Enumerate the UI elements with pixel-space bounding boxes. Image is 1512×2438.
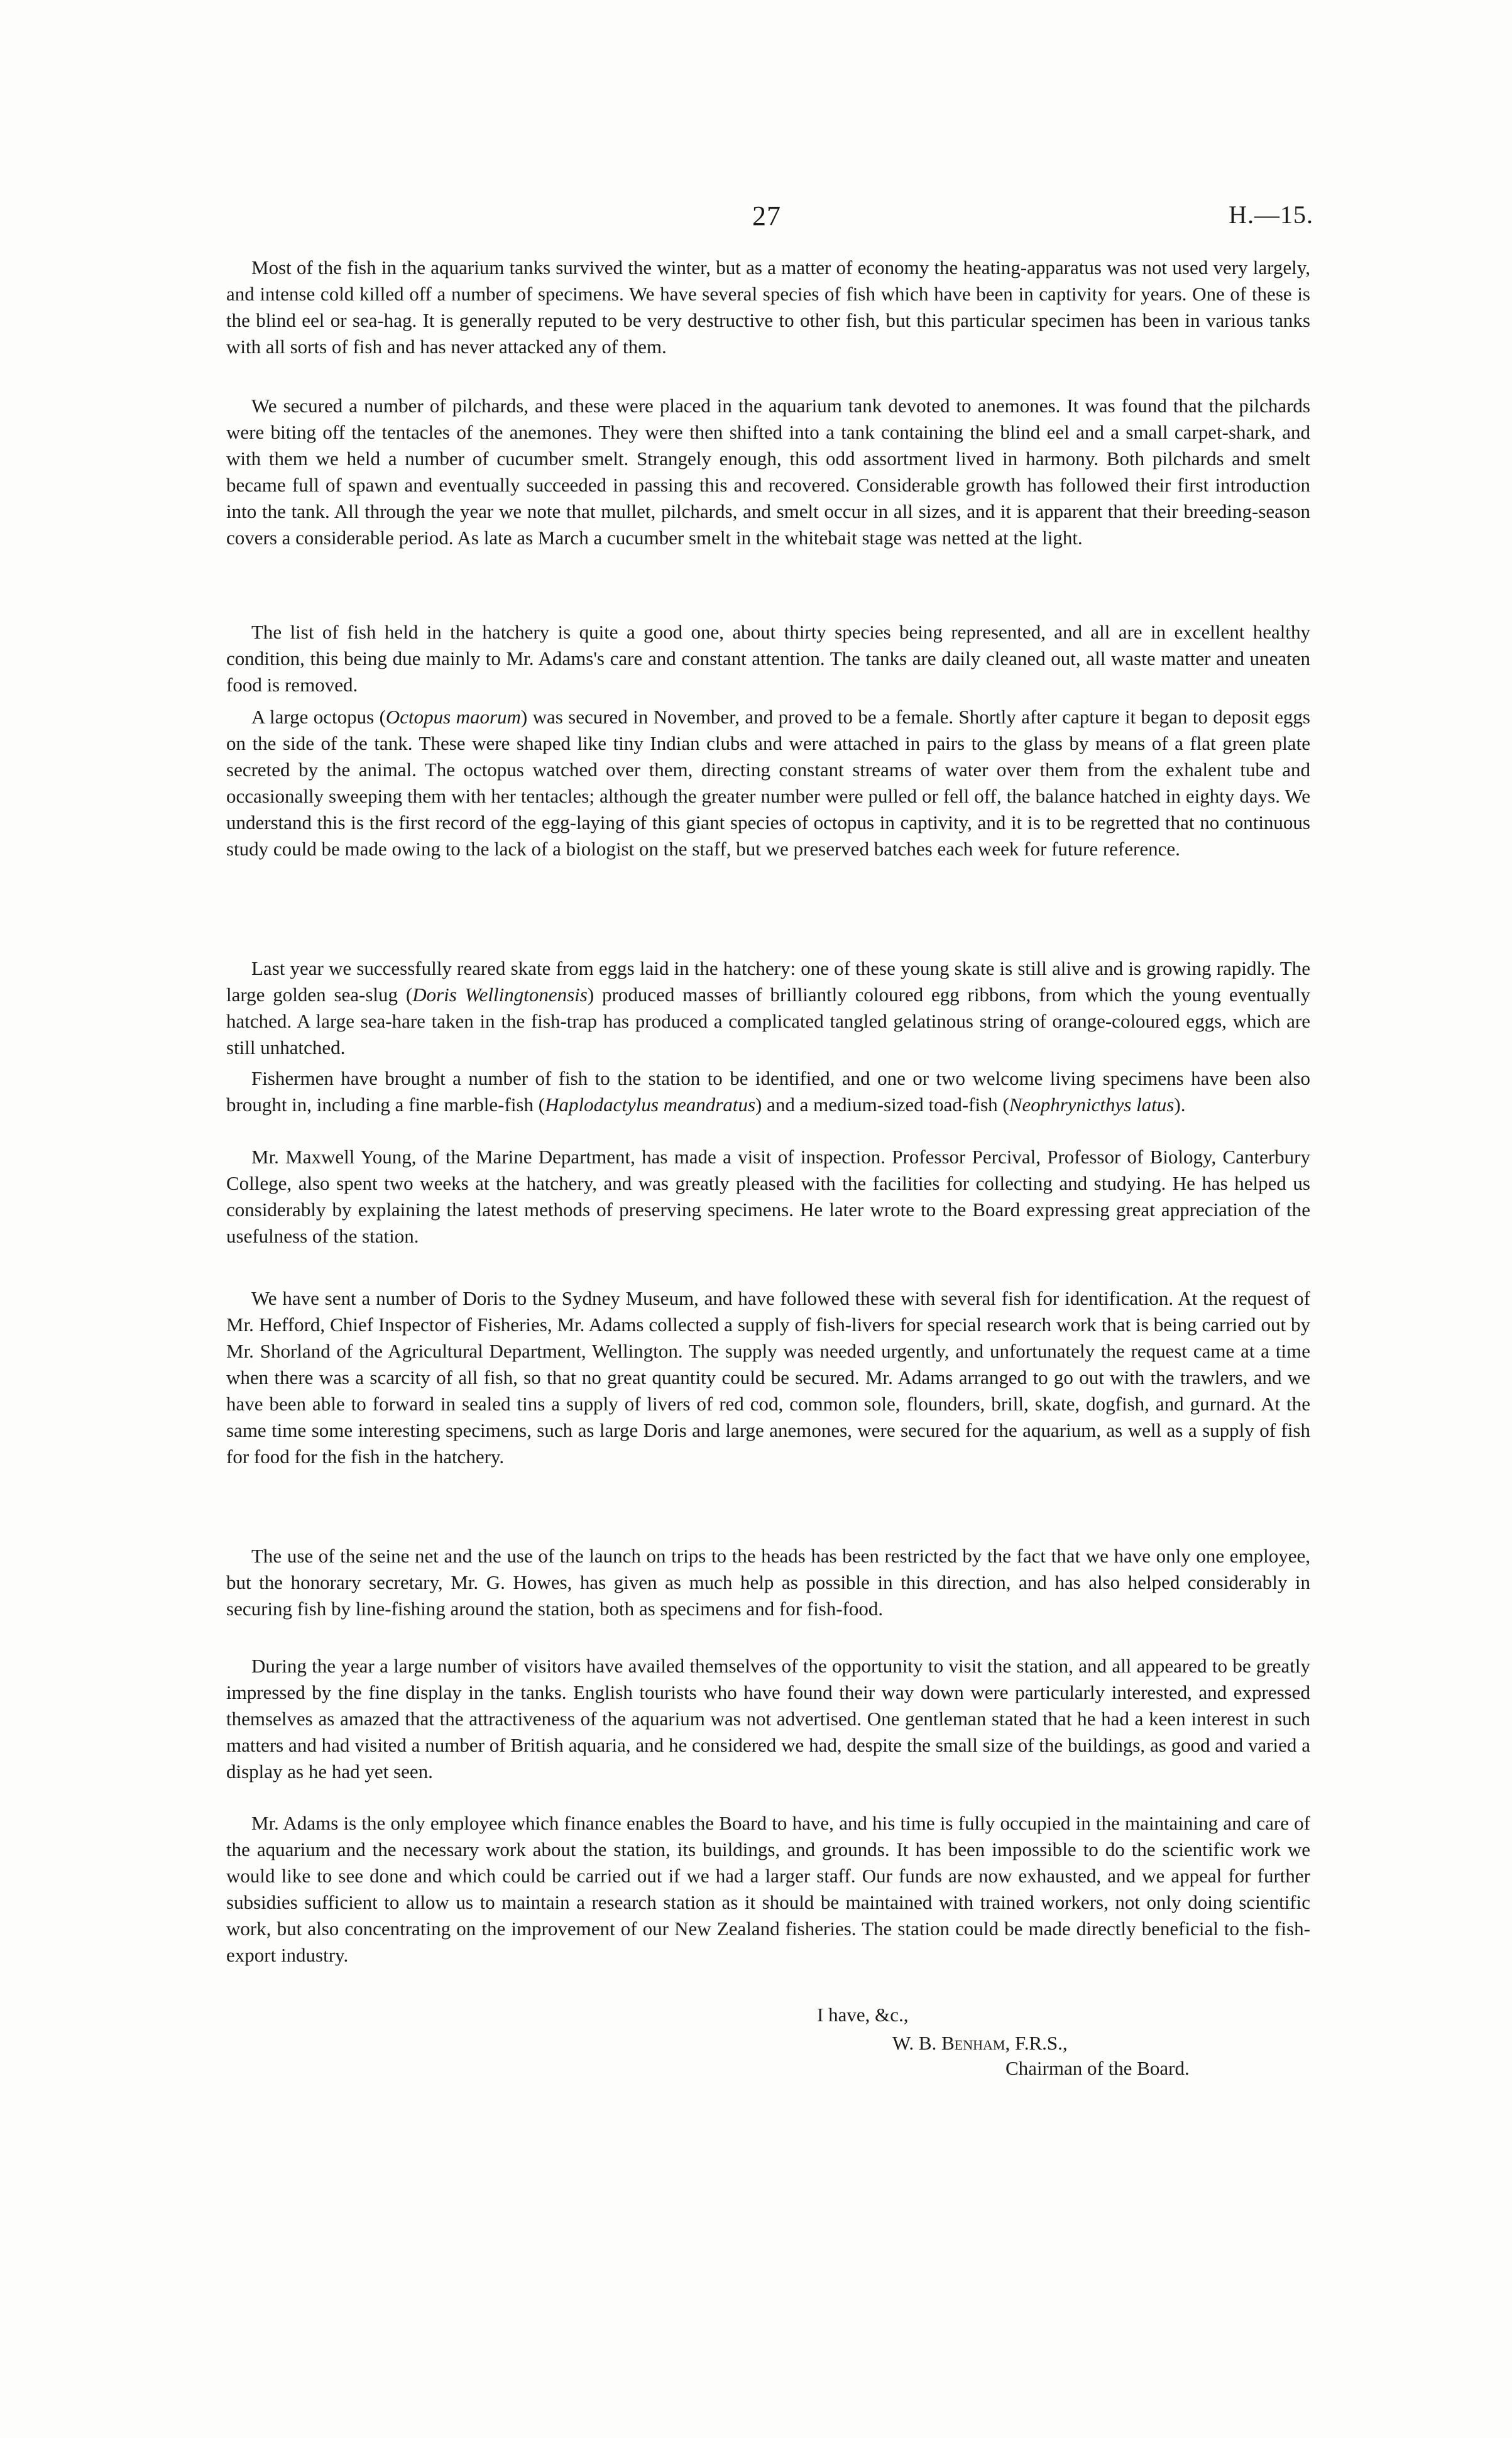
- body-paragraph-2: [226, 393, 1310, 551]
- body-paragraph-3: [226, 619, 1310, 698]
- body-paragraph-11: [226, 1810, 1310, 1969]
- italic-species-name: Haplodactylus meandratus: [545, 1094, 756, 1116]
- text-segment: The list of fish held in the hatchery is quite a good one, about thirty species being represented, and all are in excellent healthy condition, this being due mainly to Mr. Adams's care and constant attention. The tanks are daily cleaned out, all waste matter and uneaten food is removed.: [226, 621, 1310, 696]
- body-paragraph-1: [226, 255, 1310, 360]
- italic-species-name: Octopus maorum: [385, 706, 521, 728]
- text-segment: ) was secured in November, and proved to be a female. Shortly after capture it began to deposit eggs on the side of the tank. These were shaped like tiny Indian clubs and were attached in pairs to the glass by means of a flat green plate secreted by the animal. The octopus watched over them, directing constant streams of water over them from the exhalent tube and occasionally sweeping them with her tentacles; although the greater number were pulled or fell off, the balance hatched in eighty days. We understand this is the first record of the egg-laying of this giant species of octopus in captivity, and it is to be regretted that no continuous study could be made owing to the lack of a biologist on the staff, but we preserved batches each week for future reference.: [226, 706, 1310, 860]
- text-segment: The use of the seine net and the use of the launch on trips to the heads has been restricted by the fact that we have only one employee, but the honorary secretary, Mr. G. Howes, has given as much help as possible in this direction, and has also helped considerably in securing fish by line-fishing around the station, both as specimens and for fish-food.: [226, 1545, 1310, 1620]
- text-segment: ) and a medium-sized toad-fish (: [755, 1094, 1009, 1116]
- italic-species-name: Neophrynicthys latus: [1009, 1094, 1175, 1116]
- body-paragraph-6: [226, 1065, 1310, 1118]
- text-segment: ).: [1174, 1094, 1186, 1116]
- body-paragraph-4: [226, 704, 1310, 862]
- text-segment: Last year we successfully reared skate from eggs laid in the hatchery: one of these young skate is still alive and is growing rapidly. The large golden sea-slug (: [226, 957, 1310, 1006]
- text-segment: Mr. Adams is the only employee which finance enables the Board to have, and his time is fully occupied in the maintaining and care of the aquarium and the necessary work about the station, its buildings, and grounds. It has been impossible to do the scientific work we would like to see done and which could be carried out if we had a larger staff. Our funds are now exhausted, and we appeal for further subsidies sufficient to allow us to maintain a research station as it should be maintained with trained workers, not only doing scientific work, but also concentrating on the improvement of our New Zealand fisheries. The station could be made directly beneficial to the fish-export industry.: [226, 1812, 1310, 1966]
- text-segment: Fishermen have brought a number of fish to the station to be identified, and one or two welcome living specimens have been also brought in, including a fine marble-fish (: [226, 1067, 1310, 1116]
- signatory-title: Chairman of the Board.: [1005, 2057, 1190, 2079]
- text-segment: We have sent a number of Doris to the Sydney Museum, and have followed these with several fish for identification. At the request of Mr. Hefford, Chief Inspector of Fisheries, Mr. Adams collected a supply of fish-livers for special research work that is being carried out by Mr. Shorland of the Agricultural Department, Wellington. The supply was needed urgently, and unfortunately the request came at a time when there was a scarcity of all fish, so that no great quantity could be secured. Mr. Adams arranged to go out with the trawlers, and we have been able to forward in sealed tins a supply of livers of red cod, common sole, flounders, brill, skate, dogfish, and gurnard. At the same time some interesting specimens, such as large Doris and large anemones, were secured for the aquarium, as well as a supply of fish for food for the fish in the hatchery.: [226, 1287, 1310, 1468]
- signatory-name: [892, 2030, 1068, 2056]
- text-segment: We secured a number of pilchards, and these were placed in the aquarium tank devoted to anemones. It was found that the pilchards were biting off the tentacles of the anemones. They were then shifted into a tank containing the blind eel and a small carpet-shark, and with them we held a number of cucumber smelt. Strangely enough, this odd assortment lived in harmony. Both pilchards and smelt became full of spawn and eventually succeeded in passing this and recovered. Considerable growth has followed their first introduction into the tank. All through the year we note that mullet, pilchards, and smelt occur in all sizes, and it is apparent that their breeding-season covers a considerable period. As late as March a cucumber smelt in the whitebait stage was netted at the light.: [226, 395, 1310, 549]
- text-segment: Mr. Maxwell Young, of the Marine Department, has made a visit of inspection. Professor Percival, Professor of Biology, Canterbury College, also spent two weeks at the hatchery, and was greatly pleased with the facilities for collecting and studying. He has helped us considerably by explaining the latest methods of preserving specimens. He later wrote to the Board expressing great appreciation of the usefulness of the station.: [226, 1146, 1310, 1247]
- body-paragraph-7: [226, 1144, 1310, 1249]
- body-paragraph-5: [226, 955, 1310, 1061]
- italic-species-name: Doris Wellingtonensis: [412, 984, 588, 1006]
- signatory-initials: W. B.: [892, 2032, 937, 2054]
- report-reference: H.—15.: [1229, 200, 1313, 229]
- text-segment: Most of the fish in the aquarium tanks survived the winter, but as a matter of economy the heating-apparatus was not used very largely, and intense cold killed off a number of specimens. We have several species of fish which have been in captivity for years. One of these is the blind eel or sea-hag. It is generally reputed to be very destructive to other fish, but this particular specimen has been in various tanks with all sorts of fish and has never attacked any of them.: [226, 256, 1310, 358]
- closing-salutation: I have, &c.,: [817, 2004, 909, 2026]
- body-paragraph-9: [226, 1543, 1310, 1622]
- text-segment: ) produced masses of brilliantly coloured egg ribbons, from which the young eventually hatched. A large sea-hare taken in the fish-trap has produced a complicated tangled gelatinous string of orange-coloured eggs, which are still unhatched.: [226, 984, 1310, 1058]
- page-number: 27: [752, 200, 781, 231]
- text-segment: During the year a large number of visitors have availed themselves of the opportunity to visit the station, and all appeared to be greatly impressed by the fine display in the tanks. English tourists who have found their way down were particularly interested, and expressed themselves as amazed that the attractiveness of the aquarium was not advertised. One gentleman stated that he had a keen interest in such matters and had visited a number of British aquaria, and he considered we had, despite the small size of the buildings, as good and varied a display as he had yet seen.: [226, 1655, 1310, 1782]
- body-paragraph-8: [226, 1285, 1310, 1470]
- signatory-surname: Benham: [941, 2032, 1005, 2054]
- body-paragraph-10: [226, 1653, 1310, 1785]
- signatory-postnominal: , F.R.S.,: [1005, 2032, 1068, 2054]
- text-segment: A large octopus (: [251, 706, 386, 728]
